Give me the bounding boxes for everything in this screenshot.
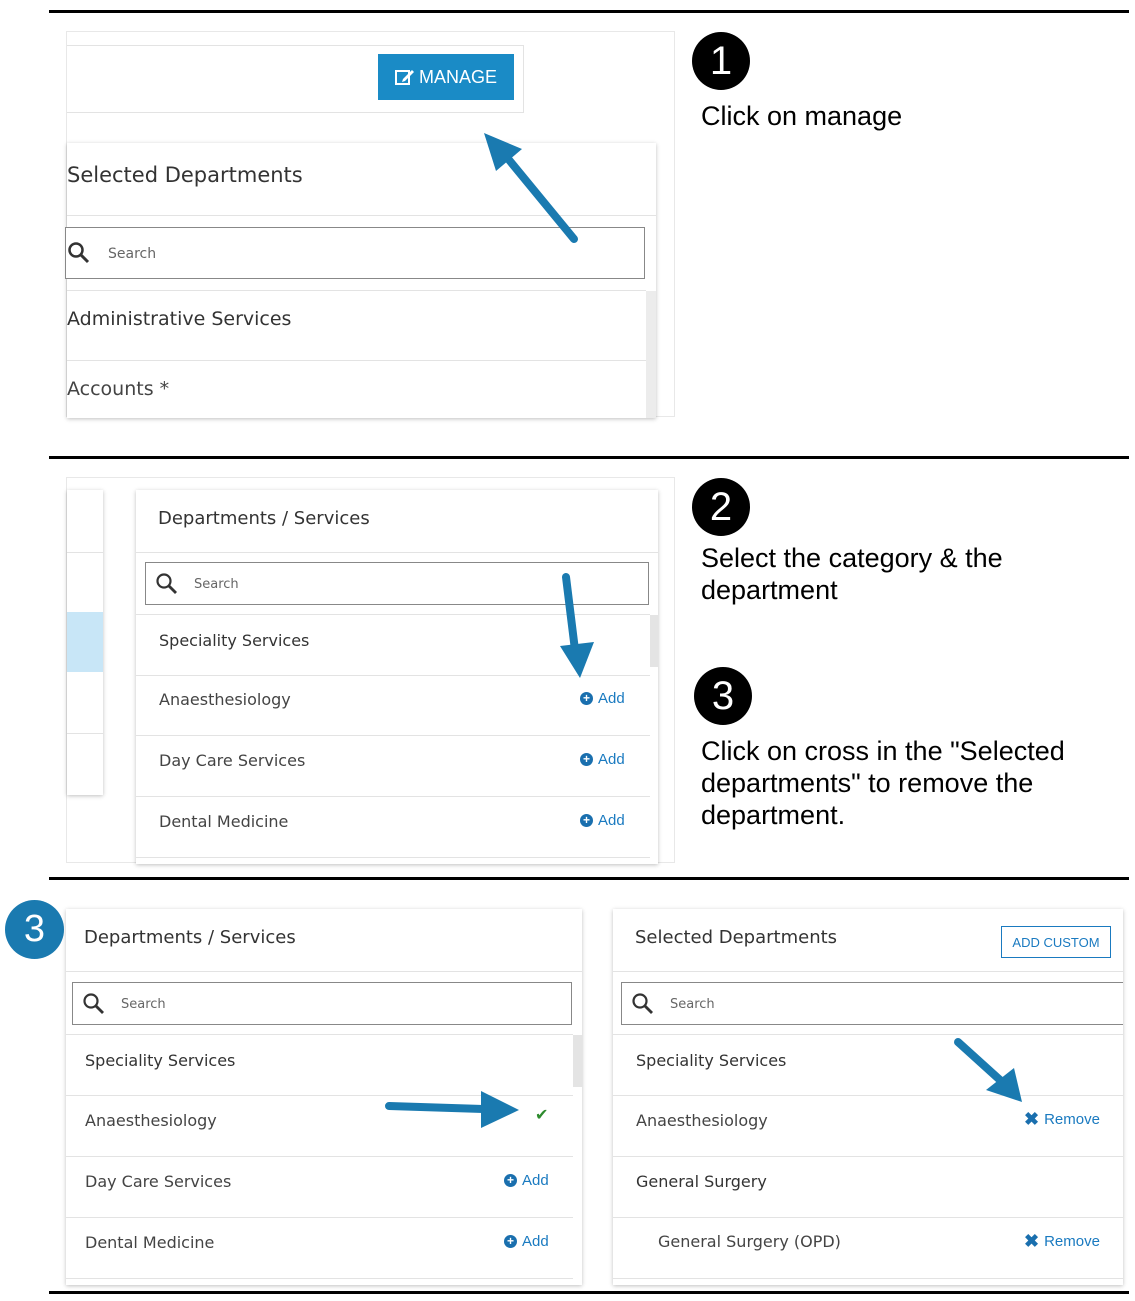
add-button[interactable]: + Add [580,751,625,768]
step3-instruction: Click on cross in the "Selected departments" to remove the department. [701,736,1065,830]
plus-circle-icon: + [504,1235,517,1248]
selected-departments-panel [613,909,1123,1285]
scrollbar[interactable] [650,615,658,667]
plus-circle-icon: + [580,692,593,705]
add-button[interactable]: + Add [580,690,625,707]
divider-top [49,10,1129,13]
search-icon [68,242,90,264]
divider-bottom [49,1291,1129,1294]
plus-circle-icon: + [580,814,593,827]
plus-circle-icon: + [580,753,593,766]
panel-title: Departments / Services [84,927,296,948]
step2-instruction: Select the category & the department [701,543,1003,605]
manage-button-label: MANAGE [418,66,497,87]
step-number-badge: 1 [692,32,750,90]
remove-button[interactable]: ✖ Remove [1024,1109,1100,1129]
panel-title: Selected Departments [67,163,303,187]
pointer-arrow [470,125,590,255]
list-item[interactable]: Day Care Services [159,751,306,770]
close-icon: ✖ [1024,1231,1040,1251]
add-button[interactable]: + Add [504,1233,549,1250]
search-icon [632,993,654,1015]
close-icon: ✖ [1024,1109,1040,1129]
category-header[interactable]: Speciality Services [159,631,310,650]
step1-instruction: Click on manage [701,101,903,131]
scrollbar[interactable] [646,291,656,418]
step-number-badge: 3 [694,667,752,725]
search-placeholder: Search [194,577,239,592]
check-icon: ✔ [535,1105,549,1124]
list-item: Anaesthesiology [636,1111,768,1130]
panel-title: Departments / Services [158,508,370,529]
divider-step3 [49,877,1129,880]
selected-category-highlight[interactable] [67,612,103,672]
pointer-arrow [550,570,600,682]
step-number-badge: 2 [692,478,750,536]
scrollbar[interactable] [573,1035,582,1087]
step-number-badge: 3 [5,900,64,959]
search-placeholder: Search [670,997,715,1012]
search-icon [156,573,178,595]
search-input[interactable] [621,982,1123,1025]
search-placeholder: Search [121,997,166,1012]
search-placeholder: Search [108,246,157,262]
category-header[interactable]: Speciality Services [85,1051,236,1070]
list-item[interactable]: Day Care Services [85,1172,232,1191]
manage-button[interactable] [378,54,514,100]
list-item[interactable]: Accounts * [67,378,170,400]
plus-circle-icon: + [504,1174,517,1187]
remove-button[interactable]: ✖ Remove [1024,1231,1100,1251]
pointer-arrow [948,1032,1028,1106]
category-header[interactable]: Speciality Services [636,1051,787,1070]
add-button[interactable]: + Add [504,1172,549,1189]
category-header[interactable]: Administrative Services [67,308,292,330]
pointer-arrow [383,1088,523,1132]
list-item[interactable]: Dental Medicine [85,1233,215,1252]
list-item[interactable]: Anaesthesiology [85,1111,217,1130]
divider-step2 [49,456,1129,459]
list-item[interactable]: Dental Medicine [159,812,289,831]
list-item: General Surgery (OPD) [658,1232,841,1251]
edit-icon [395,68,415,86]
category-column [67,490,103,795]
panel-title: Selected Departments [635,927,838,948]
search-input[interactable] [72,982,572,1025]
add-custom-button[interactable]: ADD CUSTOM [1001,926,1111,958]
add-button[interactable]: + Add [580,812,625,829]
search-icon [83,993,105,1015]
list-item[interactable]: Anaesthesiology [159,690,291,709]
category-header[interactable]: General Surgery [636,1172,767,1191]
